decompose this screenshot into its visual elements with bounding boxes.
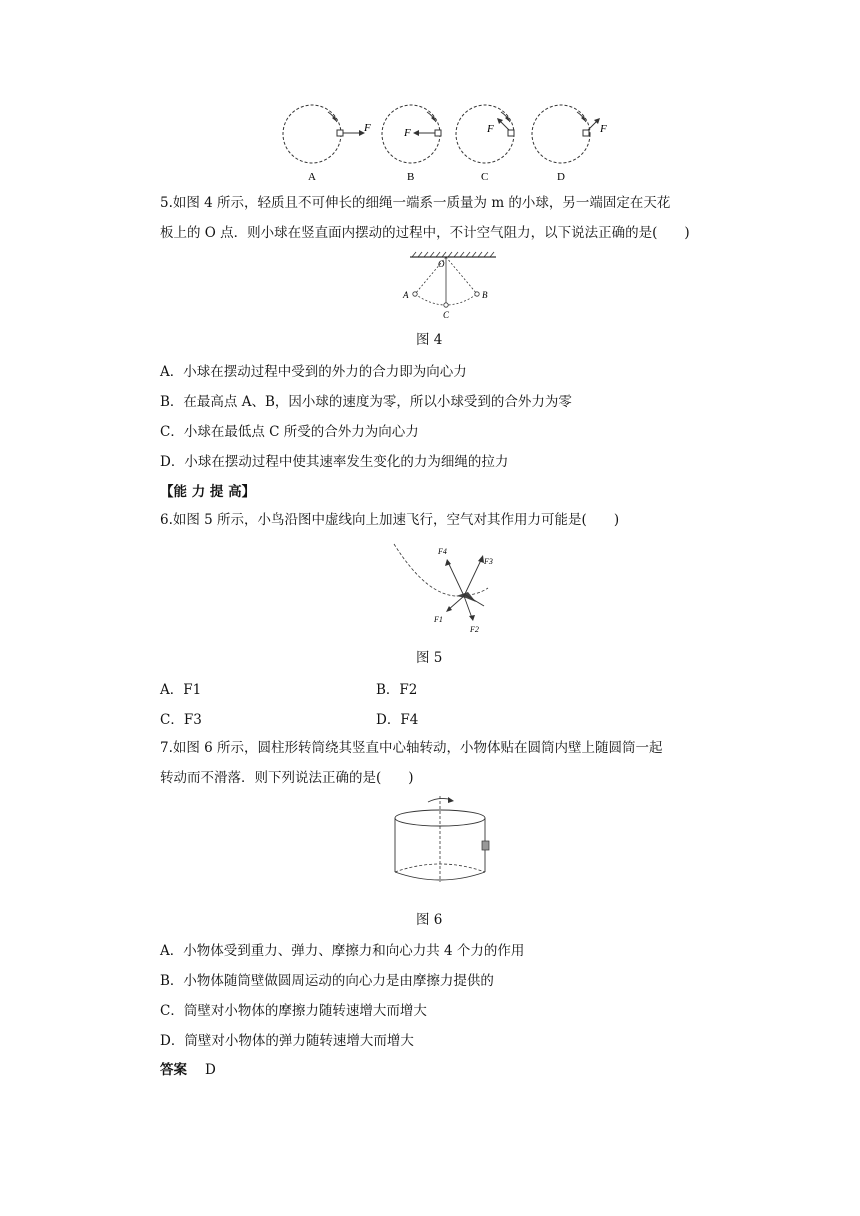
option-label-b: B — [407, 171, 415, 183]
point-o-label: O — [438, 259, 445, 269]
force-f2-label: F2 — [470, 625, 479, 634]
question-6-line-1: 6.如图 5 所示，小鸟沿图中虚线向上加速飞行，空气对其作用力可能是( ) — [160, 512, 620, 528]
question-5-option-d: D．小球在摆动过程中使其速率发生变化的力为细绳的拉力 — [160, 454, 509, 470]
answer-value: D — [205, 1062, 216, 1078]
question-7-option-d: D．筒壁对小物体的弹力随转速增大而增大 — [160, 1033, 414, 1049]
question-7-option-a: A．小物体受到重力、弹力、摩擦力和向心力共 4 个力的作用 — [160, 943, 525, 959]
force-f3-label: F3 — [484, 557, 493, 566]
force-label: F — [404, 127, 411, 139]
question-6-option-a: A．F1 — [160, 682, 202, 698]
question-6-option-c: C．F3 — [160, 712, 202, 728]
option-label-a: A — [308, 171, 316, 183]
option-d-diagram — [532, 105, 607, 183]
figure-5-caption: 图 5 — [416, 650, 443, 666]
force-f1-label: F1 — [434, 615, 443, 624]
small-object — [482, 841, 489, 850]
force-direction-figure — [276, 100, 616, 184]
pendulum-figure — [398, 250, 508, 322]
question-6-option-b: B．F2 — [376, 682, 418, 698]
force-label: F — [600, 123, 607, 135]
point-c-label: C — [443, 310, 450, 320]
force-label: F — [487, 123, 494, 135]
question-7-option-b: B．小物体随筒壁做圆周运动的向心力是由摩擦力提供的 — [160, 973, 494, 989]
figure-6-caption: 图 6 — [416, 912, 443, 928]
section-heading: 【能 力 提 高】 — [160, 484, 256, 500]
question-7-line-1: 7.如图 6 所示，圆柱形转筒绕其竖直中心轴转动，小物体贴在圆筒内壁上随圆筒一起 — [160, 740, 663, 756]
figure-4-caption: 图 4 — [416, 332, 443, 348]
question-5-option-c: C．小球在最低点 C 所受的合外力为向心力 — [160, 424, 419, 440]
point-b-label: B — [482, 290, 488, 300]
force-f4-label: F4 — [438, 547, 447, 556]
option-label-c: C — [481, 171, 489, 183]
force-label: F — [364, 122, 371, 134]
question-6-option-d: D．F4 — [376, 712, 419, 728]
question-5-line-2: 板上的 O 点．则小球在竖直面内摆动的过程中，不计空气阻力，以下说法正确的是( ) — [160, 225, 690, 241]
answer-label: 答案 — [160, 1062, 187, 1078]
option-c-diagram — [456, 105, 514, 183]
point-a-label: A — [403, 290, 409, 300]
option-label-d: D — [557, 171, 565, 183]
option-b-diagram — [382, 105, 441, 183]
option-a-diagram — [283, 105, 371, 183]
question-7-line-2: 转动而不滑落．则下列说法正确的是( ) — [160, 770, 414, 786]
question-5-line-1: 5.如图 4 所示，轻质且不可伸长的细绳一端系一质量为 m 的小球，另一端固定在天花 — [160, 195, 671, 211]
rotating-cylinder-figure — [390, 794, 500, 886]
question-5-option-b: B．在最高点 A、B，因小球的速度为零，所以小球受到的合外力为零 — [160, 394, 572, 410]
question-5-option-a: A．小球在摆动过程中受到的外力的合力即为向心力 — [160, 364, 467, 380]
bird-forces-figure — [390, 540, 530, 640]
question-7-option-c: C．筒壁对小物体的摩擦力随转速增大而增大 — [160, 1003, 427, 1019]
